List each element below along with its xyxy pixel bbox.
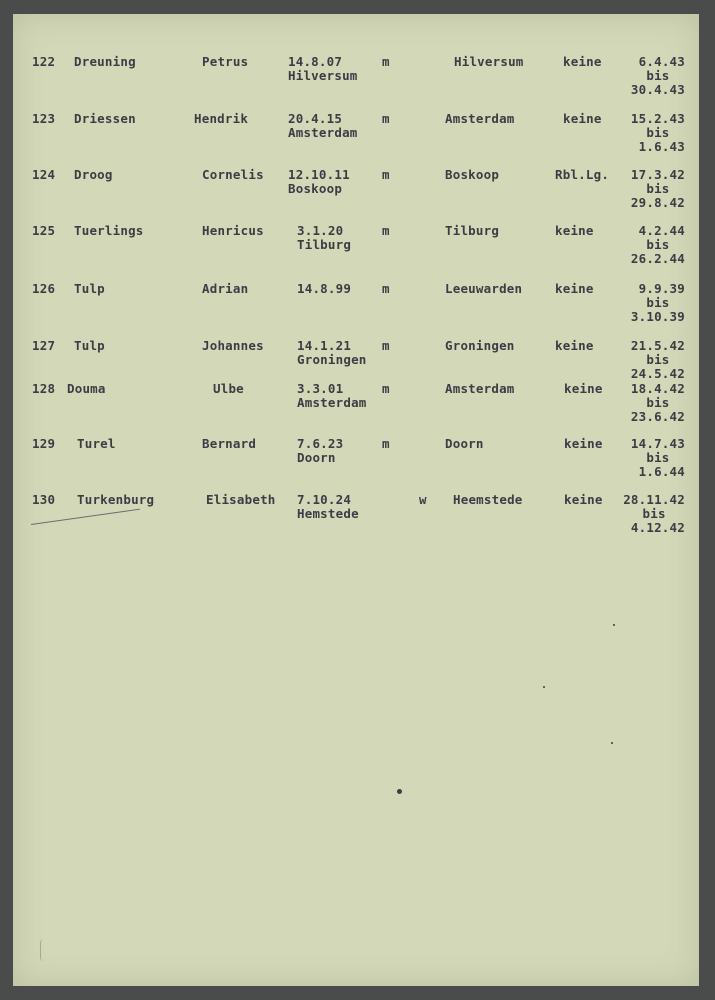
birth-date: 12.10.11 xyxy=(288,167,350,182)
ink-spot xyxy=(611,742,613,744)
birth-date: 3.1.20 xyxy=(297,223,344,238)
birth-info xyxy=(297,493,359,521)
residence: Groningen xyxy=(445,338,515,353)
ink-spot xyxy=(613,624,615,626)
table-row xyxy=(13,112,699,168)
given-name: Petrus xyxy=(202,54,249,69)
given-name: Bernard xyxy=(202,436,257,451)
sex: m xyxy=(382,54,390,69)
birth-place: Doorn xyxy=(297,450,336,465)
category: keine xyxy=(564,492,603,507)
surname: Tulp xyxy=(74,338,105,353)
period xyxy=(631,437,685,479)
period-bis: bis xyxy=(646,68,670,83)
period xyxy=(631,224,685,266)
category: keine xyxy=(564,436,603,451)
ink-spot xyxy=(397,789,402,794)
period xyxy=(631,168,685,210)
surname: Turel xyxy=(77,436,116,451)
period-from: 14.7.43 xyxy=(630,436,685,451)
birth-place: Hilversum xyxy=(288,68,358,83)
birth-info xyxy=(297,382,367,410)
category: keine xyxy=(555,223,594,238)
birth-place: Groningen xyxy=(297,352,367,367)
period-from: 15.2.43 xyxy=(630,111,685,126)
surname: Douma xyxy=(67,381,106,396)
birth-date: 7.10.24 xyxy=(297,492,352,507)
sex: m xyxy=(382,436,390,451)
surname: Turkenburg xyxy=(77,492,155,507)
birth-date: 3.3.01 xyxy=(297,381,344,396)
period-bis: bis xyxy=(646,125,670,140)
category: keine xyxy=(563,54,602,69)
birth-date: 20.4.15 xyxy=(288,111,343,126)
period-to: 26.2.44 xyxy=(630,251,685,266)
period-from: 9.9.39 xyxy=(638,281,685,296)
category: keine xyxy=(563,111,602,126)
surname: Tulp xyxy=(74,281,105,296)
period-bis: bis xyxy=(646,295,670,310)
table-row xyxy=(13,493,699,549)
table-row xyxy=(13,382,699,438)
period-from: 17.3.42 xyxy=(630,167,685,182)
birth-place: Hemstede xyxy=(297,506,359,521)
given-name: Cornelis xyxy=(202,167,264,182)
surname: Dreuning xyxy=(74,54,136,69)
sex: m xyxy=(382,381,390,396)
sex: m xyxy=(382,338,390,353)
table-row xyxy=(13,168,699,224)
birth-info xyxy=(297,339,367,367)
residence: Hilversum xyxy=(454,54,524,69)
surname: Driessen xyxy=(74,111,136,126)
sex: w xyxy=(419,492,427,507)
period-to: 23.6.42 xyxy=(630,409,685,424)
table-row xyxy=(13,437,699,493)
residence: Amsterdam xyxy=(445,381,515,396)
birth-info xyxy=(288,112,358,140)
given-name: Johannes xyxy=(202,338,264,353)
given-name: Adrian xyxy=(202,281,249,296)
residence: Tilburg xyxy=(445,223,500,238)
period xyxy=(631,339,685,381)
category: keine xyxy=(564,381,603,396)
birth-place: Tilburg xyxy=(297,237,352,252)
category: Rbl.Lg. xyxy=(555,167,610,182)
birth-info xyxy=(297,282,351,296)
period-bis: bis xyxy=(646,237,670,252)
period-bis: bis xyxy=(642,506,666,521)
period-to: 30.4.43 xyxy=(630,82,685,97)
table-row xyxy=(13,55,699,111)
entry-number: 125 xyxy=(32,223,56,238)
entry-number: 124 xyxy=(32,167,56,182)
period-to: 4.12.42 xyxy=(630,520,685,535)
birth-info xyxy=(288,168,350,196)
given-name: Elisabeth xyxy=(206,492,276,507)
period xyxy=(631,55,685,97)
given-name: Hendrik xyxy=(194,111,249,126)
period-to: 1.6.43 xyxy=(638,139,685,154)
period-to: 3.10.39 xyxy=(630,309,685,324)
period-bis: bis xyxy=(646,181,670,196)
entry-number: 126 xyxy=(32,281,56,296)
margin-pencil-mark xyxy=(40,939,47,961)
residence: Boskoop xyxy=(445,167,500,182)
entry-number: 129 xyxy=(32,436,56,451)
birth-date: 7.6.23 xyxy=(297,436,344,451)
birth-info xyxy=(288,55,358,83)
period xyxy=(631,382,685,424)
period-from: 6.4.43 xyxy=(638,54,685,69)
period-from: 28.11.42 xyxy=(623,492,685,507)
surname: Droog xyxy=(74,167,113,182)
birth-place: Boskoop xyxy=(288,181,343,196)
sex: m xyxy=(382,223,390,238)
period xyxy=(631,112,685,154)
period-to: 29.8.42 xyxy=(630,195,685,210)
residence: Amsterdam xyxy=(445,111,515,126)
birth-date: 14.8.99 xyxy=(297,281,352,296)
period-bis: bis xyxy=(646,450,670,465)
birth-date: 14.8.07 xyxy=(288,54,343,69)
residence: Doorn xyxy=(445,436,484,451)
document-page xyxy=(13,14,699,986)
sex: m xyxy=(382,111,390,126)
period-from: 18.4.42 xyxy=(630,381,685,396)
residence: Leeuwarden xyxy=(445,281,523,296)
surname: Tuerlings xyxy=(74,223,144,238)
entry-number: 127 xyxy=(32,338,56,353)
entry-number: 128 xyxy=(32,381,56,396)
birth-info xyxy=(297,437,343,465)
period xyxy=(623,493,685,535)
table-row xyxy=(13,224,699,280)
sex: m xyxy=(382,167,390,182)
period-to: 1.6.44 xyxy=(638,464,685,479)
sex: m xyxy=(382,281,390,296)
period-from: 4.2.44 xyxy=(638,223,685,238)
period-bis: bis xyxy=(646,352,670,367)
ink-spot xyxy=(543,686,545,688)
given-name: Henricus xyxy=(202,223,264,238)
birth-date: 14.1.21 xyxy=(297,338,352,353)
entry-number: 122 xyxy=(32,54,56,69)
period xyxy=(631,282,685,324)
table-row xyxy=(13,282,699,338)
period-from: 21.5.42 xyxy=(630,338,685,353)
birth-place: Amsterdam xyxy=(288,125,358,140)
period-bis: bis xyxy=(646,395,670,410)
residence: Heemstede xyxy=(453,492,523,507)
period-to: 24.5.42 xyxy=(630,366,685,381)
birth-info xyxy=(297,224,351,252)
given-name: Ulbe xyxy=(213,381,244,396)
category: keine xyxy=(555,338,594,353)
entry-number: 130 xyxy=(32,492,56,507)
birth-place: Amsterdam xyxy=(297,395,367,410)
entry-number: 123 xyxy=(32,111,56,126)
category: keine xyxy=(555,281,594,296)
